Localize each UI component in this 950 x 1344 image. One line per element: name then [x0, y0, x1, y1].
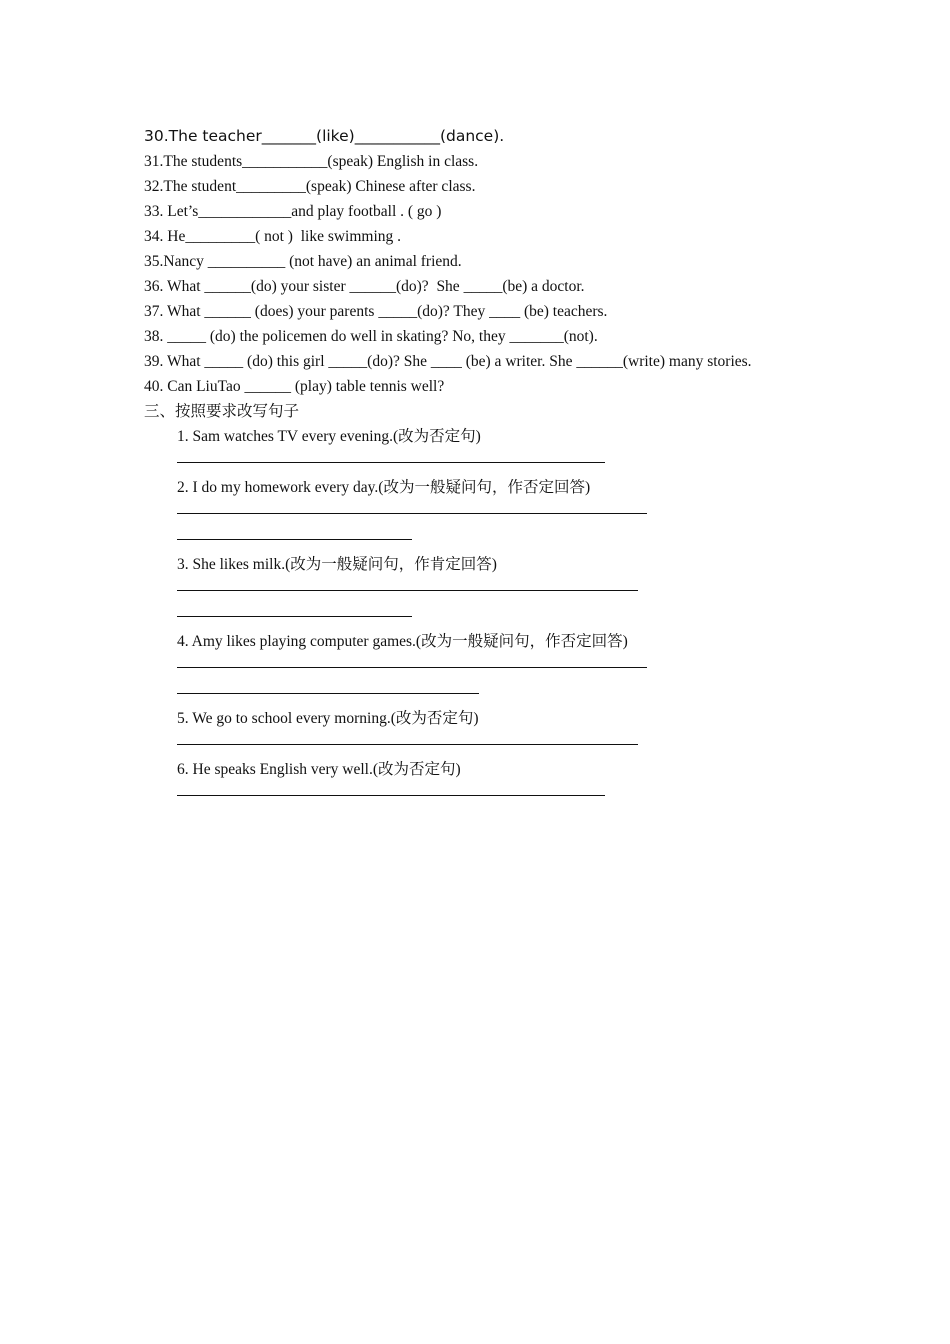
exercise-40: 40. Can LiuTao ______ (play) table tennis well? — [144, 378, 445, 395]
section-3-heading: 三、按照要求改写句子 — [144, 403, 300, 420]
answer-line[interactable] — [177, 526, 412, 540]
answer-line[interactable] — [177, 603, 412, 617]
exercise-32: 32.The student_________(speak) Chinese after class. — [144, 178, 476, 195]
rewrite-item-6: 6. He speaks English very well.(改为否定句) — [177, 761, 461, 778]
exercise-37: 37. What ______ (does) your parents _____(do)? They ____ (be) teachers. — [144, 303, 608, 320]
rewrite-item-4: 4. Amy likes playing computer games.(改为一般疑问句，作否定回答) — [177, 633, 628, 650]
exercise-33: 33. Let’s____________and play football . ( go ) — [144, 203, 442, 220]
answer-line[interactable] — [177, 449, 605, 463]
exercise-39: 39. What _____ (do) this girl _____(do)? She ____ (be) a writer. She ______(write) many stories. — [144, 353, 752, 370]
answer-line[interactable] — [177, 782, 605, 796]
answer-line[interactable] — [177, 577, 638, 591]
rewrite-item-3: 3. She likes milk.(改为一般疑问句，作肯定回答) — [177, 556, 497, 573]
answer-line[interactable] — [177, 654, 647, 668]
exercise-31: 31.The students___________(speak) English in class. — [144, 153, 479, 170]
exercise-36: 36. What ______(do) your sister ______(do)? She _____(be) a doctor. — [144, 278, 585, 295]
answer-line[interactable] — [177, 731, 638, 745]
answer-line[interactable] — [177, 680, 479, 694]
exercise-38: 38. _____ (do) the policemen do well in skating? No, they _______(not). — [144, 328, 598, 345]
rewrite-item-5: 5. We go to school every morning.(改为否定句) — [177, 710, 479, 727]
rewrite-item-2: 2. I do my homework every day.(改为一般疑问句，作否定回答) — [177, 479, 591, 496]
exercise-34: 34. He_________( not ) like swimming . — [144, 228, 402, 245]
worksheet-content — [144, 124, 844, 808]
answer-line[interactable] — [177, 500, 647, 514]
exercise-30: 30.The teacher_______(like)___________(dance). — [144, 127, 505, 145]
exercise-35: 35.Nancy __________ (not have) an animal friend. — [144, 253, 462, 270]
rewrite-item-1: 1. Sam watches TV every evening.(改为否定句) — [177, 428, 481, 445]
